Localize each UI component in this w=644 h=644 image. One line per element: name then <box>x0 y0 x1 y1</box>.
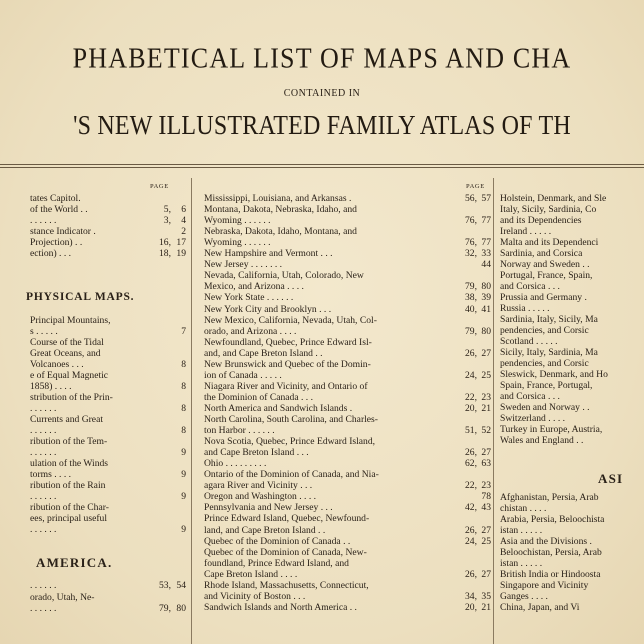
entry-title: Volcanoes . . . <box>30 359 84 370</box>
entry-title: Nevada, California, Utah, Colorado, New <box>204 270 364 281</box>
page-number-start: 26, <box>465 525 477 536</box>
entry-title: Montana, Dakota, Nebraska, Idaho, and <box>204 204 357 215</box>
entry-title: chistan . . . . <box>500 503 547 514</box>
entry-title: Quebec of the Dominion of Canada, New- <box>204 547 367 558</box>
page-number-end: 8 <box>181 425 186 436</box>
entry-title: Nova Scotia, Quebec, Prince Edward Island, <box>204 436 376 447</box>
page-number-end: 57 <box>481 193 491 204</box>
entry-title: . . . . . . <box>30 524 57 535</box>
page-number-end: 78 <box>481 491 491 502</box>
page-number-end: 8 <box>181 381 186 392</box>
section-heading-asia: ASI <box>598 471 624 486</box>
page-title: PHABETICAL LIST OF MAPS AND CHA <box>72 42 572 75</box>
entry-title: and Corsica . . . <box>500 391 560 402</box>
page-number-end: 35 <box>481 591 491 602</box>
page-number-end: 9 <box>181 469 186 480</box>
page-number-end: 63 <box>481 458 491 469</box>
page-number-end: 23 <box>481 480 491 491</box>
entry-title: Wyoming . . . . . . <box>204 237 271 248</box>
entry-title: Niagara River and Vicinity, and Ontario of <box>204 381 368 392</box>
entry-title: Rhode Island, Massachusetts, Connecticut, <box>204 580 369 591</box>
entry-title: Mexico, and Arizona . . . . <box>204 281 304 292</box>
entry-title: . . . . . . <box>30 215 57 226</box>
page-number-end: 17 <box>176 237 186 248</box>
page-number-start: 26, <box>465 447 477 458</box>
page-number-end: 27 <box>481 525 491 536</box>
page-number-start: 24, <box>465 536 477 547</box>
entry-title: New York State . . . . . . <box>204 292 294 303</box>
page-number-end: 6 <box>181 204 186 215</box>
top-rule <box>0 164 644 165</box>
page-number-end: 9 <box>181 447 186 458</box>
page-number-end: 25 <box>481 536 491 547</box>
entry-title: ribution of the Rain <box>30 480 106 491</box>
entry-title: Course of the Tidal <box>30 337 104 348</box>
entry-title: s . . . . . <box>30 326 58 337</box>
column-divider <box>191 178 192 644</box>
entry-title: Projection) . . <box>30 237 83 248</box>
page-number-start: 53, <box>159 580 171 591</box>
entry-title: New Jersey . . . . . . . <box>204 259 283 270</box>
page-number-end: 80 <box>481 326 491 337</box>
page-number-start: 32, <box>465 248 477 259</box>
atlas-title: 'S NEW ILLUSTRATED FAMILY ATLAS OF TH <box>73 110 571 141</box>
page-number-start: 79, <box>159 603 171 614</box>
page-number-start: 20, <box>465 403 477 414</box>
entry-title: and Corsica . . . <box>500 281 560 292</box>
entry-title: orado, Utah, Ne- <box>30 592 95 603</box>
entry-title: Quebec of the Dominion of Canada . . <box>204 536 351 547</box>
page-number-start: 76, <box>465 215 477 226</box>
entry-title: Asia and the Divisions . <box>500 536 592 547</box>
page-number-end: 39 <box>481 292 491 303</box>
entry-title: e of Equal Magnetic <box>30 370 109 381</box>
entry-title: Portugal, France, Spain, <box>500 270 593 281</box>
page-number-start: 34, <box>465 591 477 602</box>
page-number-start: 79, <box>465 326 477 337</box>
entry-title: . . . . . . <box>30 491 57 502</box>
page-column-header: PAGE <box>466 183 485 190</box>
entry-title: Nebraska, Dakota, Idaho, Montana, and <box>204 226 357 237</box>
page-number-start: 5, <box>163 204 171 215</box>
page-number-end: 21 <box>481 403 491 414</box>
entry-title: tates Capitol. <box>30 193 81 204</box>
page-number-end: 23 <box>481 392 491 403</box>
entry-title: Afghanistan, Persia, Arab <box>500 492 599 503</box>
entry-title: and Vicinity of Boston . . . <box>204 591 306 602</box>
page-number-start: 16, <box>159 237 171 248</box>
entry-title: Oregon and Washington . . . . <box>204 491 317 502</box>
entry-title: ees, principal useful <box>30 513 107 524</box>
page-number-end: 77 <box>481 215 491 226</box>
page-number-end: 52 <box>481 425 491 436</box>
page-number-end: 9 <box>181 491 186 502</box>
entry-title: stance Indicator . <box>30 226 96 237</box>
entry-title: Wales and England . . <box>500 435 584 446</box>
entry-title: ribution of the Tem- <box>30 436 108 447</box>
entry-title: ection) . . . <box>30 248 72 259</box>
entry-title: istan . . . . . <box>500 525 543 536</box>
entry-title: Mississippi, Louisiana, and Arkansas . <box>204 193 352 204</box>
entry-title: istan . . . . . <box>500 558 543 569</box>
entry-title: Holstein, Denmark, and Sle <box>500 193 607 204</box>
entry-title: Sicily, Italy, Sardinia, Ma <box>500 347 598 358</box>
entry-title: . . . . . . <box>30 603 57 614</box>
entry-title: Malta and its Dependenci <box>500 237 599 248</box>
entry-title: torms . . . . <box>30 469 72 480</box>
page-number-start: 38, <box>465 292 477 303</box>
entry-title: Newfoundland, Quebec, Prince Edward Isl- <box>204 337 372 348</box>
entry-title: . . . . . . <box>30 580 57 591</box>
page-number-start: 24, <box>465 370 477 381</box>
entry-title: Arabia, Persia, Beloochista <box>500 514 605 525</box>
entry-title: North Carolina, South Carolina, and Charles- <box>204 414 378 425</box>
entry-title: Sweden and Norway . . <box>500 402 590 413</box>
page-number-end: 8 <box>181 359 186 370</box>
page-number-start: 56, <box>465 193 477 204</box>
entry-title: Sardinia, and Corsica <box>500 248 583 259</box>
page-number-end: 2 <box>181 226 186 237</box>
entry-title: Ganges . . . . <box>500 591 548 602</box>
page-number-end: 41 <box>481 304 491 315</box>
entry-title: Ohio . . . . . . . . . <box>204 458 267 469</box>
entry-title: Norway and Sweden . . <box>500 259 590 270</box>
entry-title: Sardinia, Italy, Sicily, Ma <box>500 314 598 325</box>
entry-title: Wyoming . . . . . . <box>204 215 271 226</box>
page-number-start: 76, <box>465 237 477 248</box>
page-number-end: 21 <box>481 602 491 613</box>
page-number-end: 4 <box>181 215 186 226</box>
entry-title: Turkey in Europe, Austria, <box>500 424 603 435</box>
entry-title: orado, and Arizona . . . . <box>204 326 297 337</box>
column-divider <box>493 178 494 644</box>
entry-title: Beloochistan, Persia, Arab <box>500 547 602 558</box>
entry-title: stribution of the Prin- <box>30 392 113 403</box>
entry-title: Cape Breton Island . . . . <box>204 569 298 580</box>
page-number-end: 19 <box>176 248 186 259</box>
entry-title: . . . . . . <box>30 447 57 458</box>
page-number-end: 80 <box>176 603 186 614</box>
page-number-start: 22, <box>465 392 477 403</box>
entry-title: Sandwich Islands and North America . . <box>204 602 357 613</box>
section-heading-america: AMERICA. <box>36 555 113 570</box>
entry-title: ton Harbor . . . . . . <box>204 425 275 436</box>
page-number-end: 33 <box>481 248 491 259</box>
page-number-start: 20, <box>465 602 477 613</box>
entry-title: ion of Canada . . . . . <box>204 370 282 381</box>
entry-title: Great Oceans, and <box>30 348 101 359</box>
entry-title: North America and Sandwich Islands . <box>204 403 353 414</box>
entry-title: foundland, Prince Edward Island, and <box>204 558 349 569</box>
page-number-end: 27 <box>481 447 491 458</box>
entry-title: Ontario of the Dominion of Canada, and Nia- <box>204 469 379 480</box>
entry-title: New Mexico, California, Nevada, Utah, Col- <box>204 315 377 326</box>
entry-title: . . . . . . <box>30 403 57 414</box>
entry-title: . . . . . . <box>30 425 57 436</box>
page-number-start: 62, <box>465 458 477 469</box>
entry-title: Currents and Great <box>30 414 103 425</box>
top-rule-inner <box>0 167 644 168</box>
entry-title: Spain, France, Portugal, <box>500 380 593 391</box>
page-number-start: 42, <box>465 502 477 513</box>
entry-title: of the World . . <box>30 204 88 215</box>
page-number-start: 51, <box>465 425 477 436</box>
entry-title: China, Japan, and Vi <box>500 602 580 613</box>
entry-title: and Cape Breton Island . . . <box>204 447 309 458</box>
entry-title: Prussia and Germany . <box>500 292 587 303</box>
page-column-header: PAGE <box>150 183 169 190</box>
page-number-end: 25 <box>481 370 491 381</box>
entry-title: Singapore and Vicinity <box>500 580 589 591</box>
entry-title: and, and Cape Breton Island . . <box>204 348 323 359</box>
page-number-start: 40, <box>465 304 477 315</box>
entry-title: pendencies, and Corsic <box>500 325 589 336</box>
page-number-start: 26, <box>465 348 477 359</box>
entry-title: New Brunswick and Quebec of the Domin- <box>204 359 371 370</box>
page-number-end: 27 <box>481 348 491 359</box>
page-number-end: 44 <box>481 259 491 270</box>
entry-title: Russia . . . . . <box>500 303 550 314</box>
entry-title: Pennsylvania and New Jersey . . . <box>204 502 333 513</box>
page-number-end: 8 <box>181 403 186 414</box>
entry-title: Ireland . . . . . <box>500 226 552 237</box>
page-number-start: 79, <box>465 281 477 292</box>
page-number-start: 22, <box>465 480 477 491</box>
entry-title: the Dominion of Canada . . . <box>204 392 313 403</box>
page-number-end: 27 <box>481 569 491 580</box>
page-number-start: 26, <box>465 569 477 580</box>
entry-title: New York City and Brooklyn . . . <box>204 304 332 315</box>
entry-title: agara River and Vicinity . . . <box>204 480 313 491</box>
entry-title: ribution of the Char- <box>30 502 109 513</box>
page-number-start: 3, <box>163 215 171 226</box>
entry-title: Switzerland . . . . <box>500 413 566 424</box>
section-heading-physical: PHYSICAL MAPS. <box>26 291 135 303</box>
entry-title: Sleswick, Denmark, and Ho <box>500 369 608 380</box>
entry-title: and its Dependencies <box>500 215 582 226</box>
page-number-end: 80 <box>481 281 491 292</box>
entry-title: Scotland . . . . . <box>500 336 558 347</box>
page-number-end: 54 <box>176 580 186 591</box>
entry-title: Italy, Sicily, Sardinia, Co <box>500 204 597 215</box>
page-number-end: 7 <box>181 326 186 337</box>
page-number-end: 77 <box>481 237 491 248</box>
entry-title: British India or Hindoosta <box>500 569 601 580</box>
entry-title: pendencies, and Corsic <box>500 358 589 369</box>
entry-title: Prince Edward Island, Quebec, Newfound- <box>204 513 370 524</box>
entry-title: Principal Mountains, <box>30 315 111 326</box>
page-subtitle: CONTAINED IN <box>283 88 361 99</box>
page-number-end: 9 <box>181 524 186 535</box>
page-number-start: 18, <box>159 248 171 259</box>
entry-title: land, and Cape Breton Island . . <box>204 525 326 536</box>
entry-title: New Hampshire and Vermont . . . <box>204 248 333 259</box>
page-number-end: 43 <box>481 502 491 513</box>
entry-title: ulation of the Winds <box>30 458 109 469</box>
entry-title: 1858) . . . . <box>30 381 72 392</box>
